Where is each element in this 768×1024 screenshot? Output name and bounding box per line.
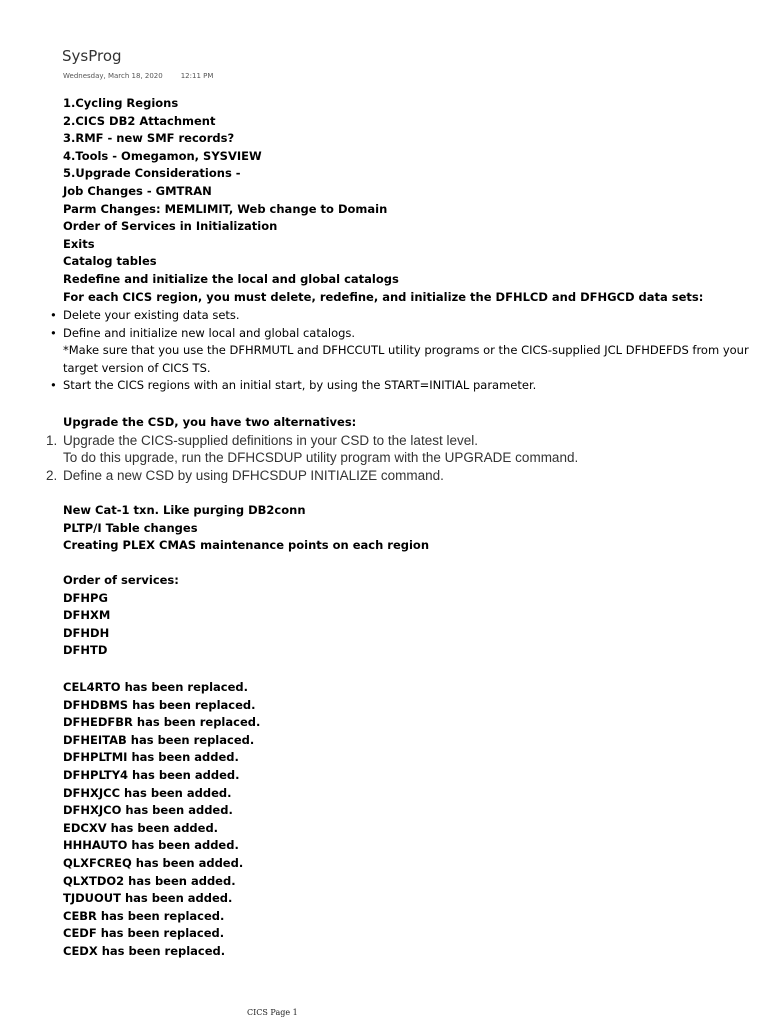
change-line: DFHPLTMI has been added. [63, 750, 239, 765]
intro-line: Parm Changes: MEMLIMIT, Web change to Domain [63, 201, 388, 216]
misc-list [63, 502, 753, 555]
change-line: DFHPLTY4 has been added. [63, 767, 240, 782]
misc-line: New Cat-1 txn. Like purging DB2conn [63, 503, 306, 517]
services-heading: Order of services: [63, 573, 179, 587]
item-note: To do this upgrade, run the DFHCSDUP utility program with the UPGRADE command. [63, 450, 579, 466]
intro-line: 4.Tools - Omegamon, SYSVIEW [63, 148, 262, 163]
numbered-item [46, 432, 753, 467]
page-footer: CICS Page 1 [247, 1008, 298, 1017]
service-item: DFHTD [63, 643, 108, 658]
misc-line: Creating PLEX CMAS maintenance points on each region [63, 538, 430, 553]
changes-list [63, 679, 753, 961]
csd-section [63, 414, 753, 432]
csd-numbered-list [46, 432, 753, 484]
intro-line: 2.CICS DB2 Attachment [63, 113, 216, 128]
bullet-item [50, 307, 753, 325]
intro-line: Exits [63, 236, 95, 251]
item-text: Define a new CSD by using DFHCSDUP INITIALIZE command. [63, 467, 444, 483]
bullet-note: target version of CICS TS. [63, 360, 211, 375]
intro-list [63, 95, 753, 306]
change-line: CEDF has been replaced. [63, 926, 225, 941]
intro-line: 3.RMF - new SMF records? [63, 131, 235, 146]
misc-line: PLTP/I Table changes [63, 520, 198, 535]
intro-line: Redefine and initialize the local and global catalogs [63, 271, 399, 286]
intro-line: Order of Services in Initialization [63, 219, 278, 234]
bullet-icon: • [50, 378, 57, 393]
item-number: 2. [46, 467, 58, 483]
item-text: Upgrade the CICS-supplied definitions in your CSD to the latest level. [63, 433, 478, 448]
numbered-item [46, 467, 753, 484]
bullet-text: Start the CICS regions with an initial start, by using the START=INITIAL parameter. [63, 378, 537, 393]
csd-heading: Upgrade the CSD, you have two alternatives: [63, 415, 357, 429]
change-line: DFHXJCC has been added. [63, 785, 232, 800]
bullet-icon: • [50, 308, 57, 322]
service-item: DFHDH [63, 625, 110, 640]
change-line: TJDUOUT has been added. [63, 891, 233, 906]
change-line: HHHAUTO has been added. [63, 838, 239, 853]
intro-line: 1.Cycling Regions [63, 96, 179, 110]
page-time: 12:11 PM [180, 72, 214, 80]
change-line: DFHDBMS has been replaced. [63, 697, 256, 712]
change-line: QLXFCREQ has been added. [63, 855, 244, 870]
catalog-bullet-list [50, 307, 753, 395]
change-line: EDCXV has been added. [63, 820, 219, 835]
page-timestamp [63, 72, 213, 80]
intro-line: For each CICS region, you must delete, redefine, and initialize the DFHLCD and DFHGCD data sets: [63, 289, 704, 304]
page-title: SysProg [62, 47, 122, 65]
service-item: DFHXM [63, 608, 111, 623]
bullet-item [50, 377, 753, 395]
bullet-text: Delete your existing data sets. [63, 308, 240, 322]
services-section [63, 572, 753, 660]
intro-line: Job Changes - GMTRAN [63, 183, 212, 198]
page-date: Wednesday, March 18, 2020 [63, 72, 163, 80]
change-line: DFHXJCO has been added. [63, 803, 233, 818]
service-item: DFHPG [63, 590, 108, 605]
intro-line: Catalog tables [63, 254, 157, 269]
bullet-text: Define and initialize new local and global catalogs. [63, 325, 356, 340]
change-line: DFHEITAB has been replaced. [63, 732, 255, 747]
intro-line: 5.Upgrade Considerations - [63, 166, 241, 181]
bullet-item [50, 325, 753, 378]
item-number: 1. [46, 433, 58, 448]
change-line: CEL4RTO has been replaced. [63, 680, 249, 694]
change-line: CEDX has been replaced. [63, 943, 226, 958]
change-line: DFHEDFBR has been replaced. [63, 715, 261, 730]
change-line: QLXTDO2 has been added. [63, 873, 236, 888]
bullet-icon: • [50, 325, 57, 340]
bullet-note: *Make sure that you use the DFHRMUTL and DFHCCUTL utility programs or the CICS-supplied JCL DFHDEFDS from your [63, 343, 749, 358]
change-line: CEBR has been replaced. [63, 908, 225, 923]
